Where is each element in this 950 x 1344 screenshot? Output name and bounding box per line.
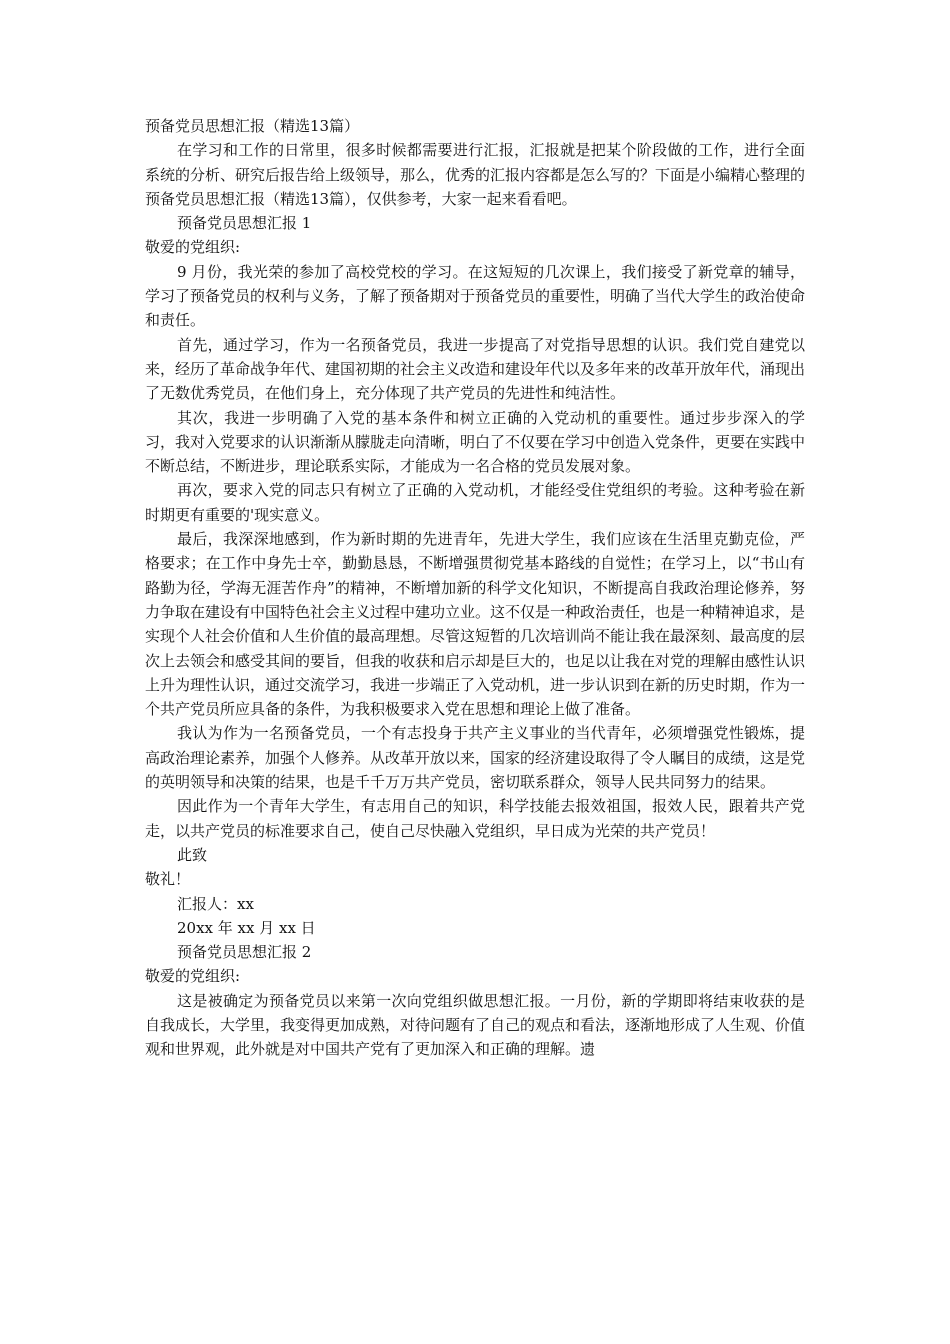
salutation: 敬爱的党组织: bbox=[145, 238, 241, 257]
body-paragraph: 最后，我深深地感到，作为新时期的先进青年，先进大学生，我们应该在生活里克勤克俭，严格要求；在工作中身先士卒，勤勤恳恳，不断增强贯彻党基本路线的自觉性；在学习上，以“书山有路勤为径，学海无涯苦作舟”的精神，不断增加新的科学文化知识，不断提高自我政治理论修养，努力争取在建设有中国特色社会主义过程中建功立业。这不仅是一种政治责任，也是一种精神追求，是实现个人社会价值和人生价值的最高理想。尽管这短暂的几次培训尚不能让我在最深刻、最高度的层次上去领会和感受其间的要旨，但我的收获和启示却是巨大的，也足以让我在对党的理解由感性认识上升为理性认识，通过交流学习，我进一步端正了入党动机，进一步认识到在新的历史时期，作为一个共产党员所应具备的条件，为我积极要求入党在思想和理论上做了准备。 bbox=[145, 530, 806, 719]
body-paragraph: 再次，要求入党的同志只有树立了正确的入党动机，才能经受住党组织的考验。这种考验在新时期更有重要的'现实意义。 bbox=[145, 481, 805, 524]
document-body bbox=[145, 114, 805, 1062]
body-paragraph: 这是被确定为预备党员以来第一次向党组织做思想汇报。一月份，新的学期即将结束收获的是自我成长，大学里，我变得更加成熟，对待问题有了自己的观点和看法，逐渐地形成了人生观、价值观和世界观，此外就是对中国共产党有了更加深入和正确的理解。遗 bbox=[145, 991, 806, 1059]
body-paragraph: 其次，我进一步明确了入党的基本条件和树立正确的入党动机的重要性。通过步步深入的学习，我对入党要求的认识渐渐从朦胧走向清晰，明白了不仅要在学习中创造入党条件，更要在实践中不断总结，不断进步，理论联系实际，才能成为一名合格的党员发展对象。 bbox=[145, 408, 806, 476]
body-paragraph: 我认为作为一名预备党员，一个有志投身于共产主义事业的当代青年，必须增强党性锻炼，提高政治理论素养，加强个人修养。从改革开放以来，国家的经济建设取得了令人瞩目的成绩，这是党的英明领导和决策的结果，也是千千万万共产党员，密切联系群众，领导人民共同努力的结果。 bbox=[145, 724, 806, 792]
date-line: 20xx 年 xx 月 xx 日 bbox=[177, 918, 316, 937]
body-paragraph: 9 月份，我光荣的参加了高校党校的学习。在这短短的几次课上，我们接受了新党章的辅导，学习了预备党员的权利与义务，了解了预备期对于预备党员的重要性，明确了当代大学生的政治使命和责任。 bbox=[145, 262, 806, 330]
reporter-line: 汇报人：xx bbox=[177, 894, 254, 913]
salutation: 敬爱的党组织: bbox=[145, 967, 241, 986]
intro-paragraph: 在学习和工作的日常里，很多时候都需要进行汇报，汇报就是把某个阶段做的工作，进行全面系统的分析、研究后报告给上级领导，那么，优秀的汇报内容都是怎么写的？下面是小编精心整理的预备党员思想汇报（精选13篇），仅供参考，大家一起来看看吧。 bbox=[145, 141, 806, 208]
section-heading: 预备党员思想汇报 2 bbox=[177, 943, 312, 962]
document-title: 预备党员思想汇报（精选13篇） bbox=[145, 117, 360, 135]
body-paragraph: 首先，通过学习，作为一名预备党员，我进一步提高了对党指导思想的认识。我们党自建党以来，经历了革命战争年代、建国初期的社会主义改造和建设年代以及多年来的改革开放年代，涌现出了无数优秀党员，在他们身上，充分体现了共产党员的先进性和纯洁性。 bbox=[145, 335, 806, 403]
section-heading: 预备党员思想汇报 1 bbox=[177, 214, 312, 233]
body-paragraph: 因此作为一个青年大学生，有志用自己的知识，科学技能去报效祖国，报效人民，跟着共产党走，以共产党员的标准要求自己，使自己尽快融入党组织，早日成为光荣的共产党员！ bbox=[145, 797, 805, 840]
closing-line: 此致 bbox=[177, 845, 208, 864]
salute-line: 敬礼！ bbox=[145, 870, 191, 889]
